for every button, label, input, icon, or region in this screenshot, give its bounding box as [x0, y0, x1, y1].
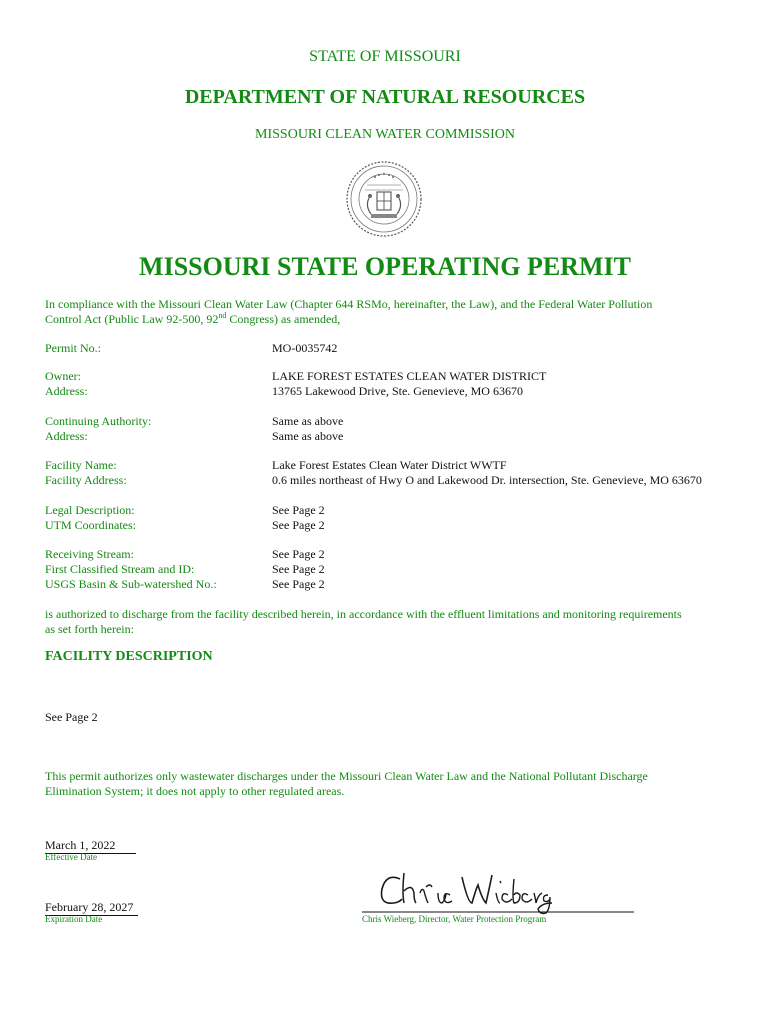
continuing-authority-label-group [45, 414, 151, 444]
utm-value: See Page 2 [272, 518, 325, 532]
receiving-stream-label: Receiving Stream: [45, 547, 134, 561]
facility-value-group [272, 458, 702, 488]
continuing-authority-value: Same as above [272, 414, 344, 428]
facility-label-group [45, 458, 127, 488]
permit-title: MISSOURI STATE OPERATING PERMIT [139, 252, 631, 281]
owner-value-group [272, 369, 546, 399]
owner-value: LAKE FOREST ESTATES CLEAN WATER DISTRICT [272, 369, 547, 383]
effective-date-label: Effective Date [45, 852, 98, 862]
notice-paragraph [45, 769, 745, 799]
signature-image [362, 865, 634, 915]
state-heading: STATE OF MISSOURI [309, 48, 461, 65]
authorization-line-1: is authorized to discharge from the facility described herein, in accordance with the effluent limitations and monitoring requirements [45, 607, 682, 621]
first-classified-label: First Classified Stream and ID: [45, 562, 195, 576]
legal-description-label: Legal Description: [45, 503, 135, 517]
continuing-authority-label: Continuing Authority: [45, 414, 152, 428]
department-heading: DEPARTMENT OF NATURAL RESOURCES [184, 86, 586, 108]
legal-value-group [272, 503, 325, 533]
facility-name-label: Facility Name: [45, 458, 117, 472]
permit-no-label: Permit No.: [45, 341, 101, 355]
facility-address-value: 0.6 miles northeast of Hwy O and Lakewood Dr. intersection, Ste. Genevieve, MO 63670 [272, 473, 702, 487]
continuing-authority-value-group [272, 414, 343, 444]
usgs-basin-value: See Page 2 [272, 577, 325, 591]
facility-description-body: See Page 2 [45, 710, 98, 724]
legal-label-group [45, 503, 136, 533]
utm-label: UTM Coordinates: [45, 518, 136, 532]
authorization-paragraph [45, 607, 745, 637]
facility-name-value: Lake Forest Estates Clean Water District WWTF [272, 458, 507, 472]
ca-address-value: Same as above [272, 429, 344, 443]
expiration-date: February 28, 2027 [45, 900, 138, 916]
commission-heading: MISSOURI CLEAN WATER COMMISSION [255, 127, 515, 142]
ca-address-label: Address: [45, 429, 88, 443]
stream-value-group [272, 547, 325, 592]
intro-line-2 [45, 312, 745, 327]
receiving-stream-value: See Page 2 [272, 547, 325, 561]
first-classified-value: See Page 2 [272, 562, 325, 576]
facility-description-heading: FACILITY DESCRIPTION [45, 649, 213, 664]
owner-address-value: 13765 Lakewood Drive, Ste. Genevieve, MO 63670 [272, 384, 523, 398]
intro-superscript: nd [218, 311, 227, 320]
intro-line-2-tail: Congress) as amended, [226, 312, 341, 326]
owner-label-group [45, 369, 88, 399]
authorization-line-2: as set forth herein: [45, 622, 134, 636]
notice-line-2: Elimination System; it does not apply to other regulated areas. [45, 784, 345, 798]
stream-label-group [45, 547, 217, 592]
owner-address-label: Address: [45, 384, 88, 398]
facility-address-label: Facility Address: [45, 473, 127, 487]
owner-label: Owner: [45, 369, 81, 383]
signer-caption: Chris Wieberg, Director, Water Protection Program [362, 914, 547, 924]
effective-date: March 1, 2022 [45, 838, 136, 854]
expiration-date-label: Expiration Date [45, 914, 103, 924]
missouri-state-seal-icon [345, 160, 423, 238]
intro-paragraph [45, 297, 745, 327]
notice-line-1: This permit authorizes only wastewater discharges under the Missouri Clean Water Law and the National Pollutant Discharge [45, 769, 648, 783]
permit-no-value: MO-0035742 [272, 341, 338, 355]
intro-line-1: In compliance with the Missouri Clean Water Law (Chapter 644 RSMo, hereinafter, the Law), and the Federal Water Pollution [45, 297, 653, 311]
legal-description-value: See Page 2 [272, 503, 325, 517]
usgs-basin-label: USGS Basin & Sub-watershed No.: [45, 577, 217, 591]
intro-line-2-text: Control Act (Public Law 92-500, 92 [45, 312, 219, 326]
